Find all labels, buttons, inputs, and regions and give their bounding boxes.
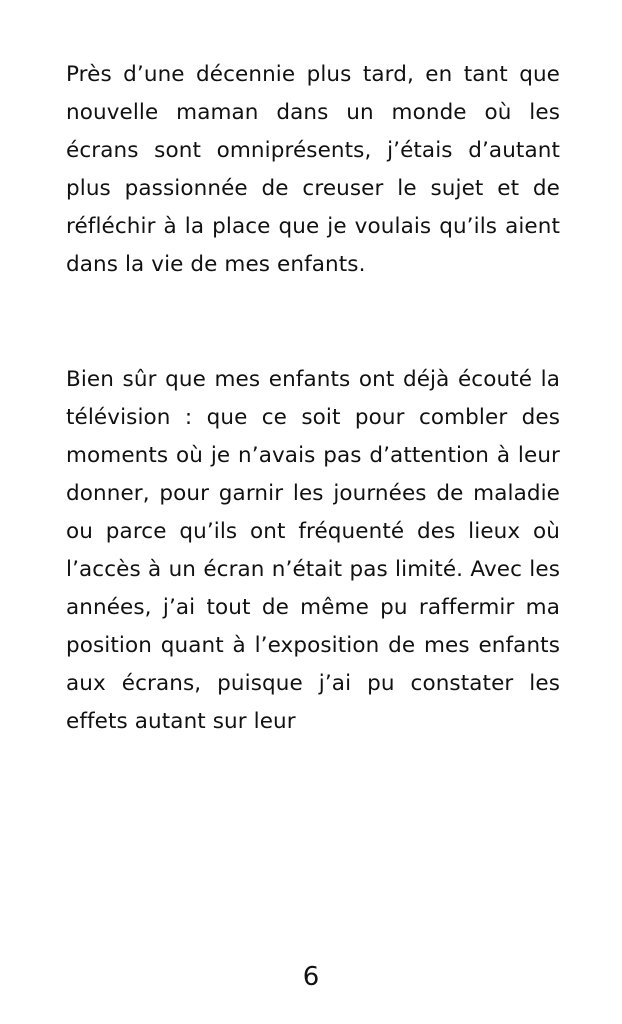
paragraph-2: Bien sûr que mes enfants ont déjà écouté la télévision : que ce soit pour combler des moments où je n’avais pas d’attention à leur donner, pour garnir les journées de maladie ou parce qu’ils ont fréquenté des lieux où l’accès à un écran n’était pas limité. Avec les années, j’ai tout de même pu raffermir ma position quant à l’exposition de mes enfants aux écrans, puisque j’ai pu constater les effets autant sur leur — [66, 367, 560, 734]
paragraph-1: Près d’une décennie plus tard, en tant que nouvelle maman dans un monde où les écrans sont omniprésents, j’étais d’autant plus passionnée de creuser le sujet et de réfléchir à la place que je voulais qu’ils aient dans la vie de mes enfants. — [66, 62, 560, 277]
page-number: 6 — [302, 962, 320, 992]
